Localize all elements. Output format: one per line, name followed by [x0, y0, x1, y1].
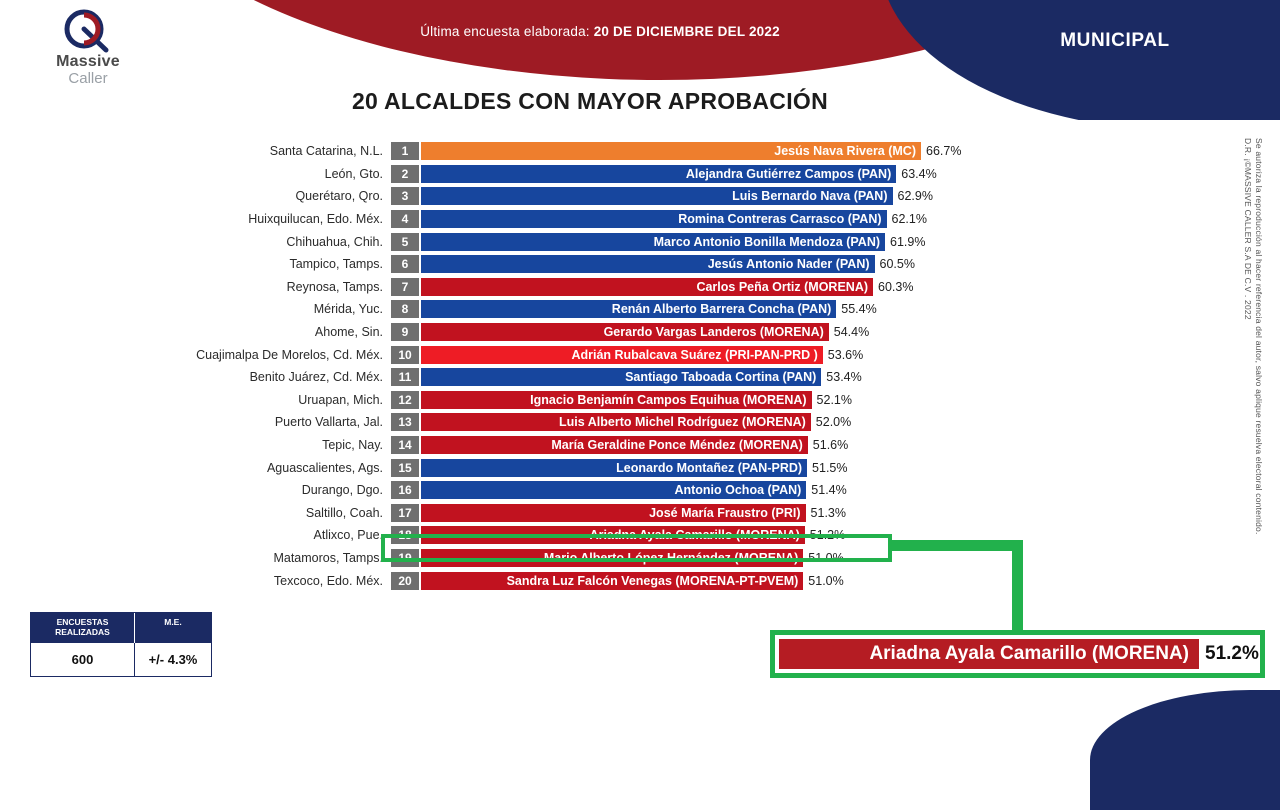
- row-value-label: 51.4%: [811, 483, 847, 498]
- callout-connector-horizontal: [888, 540, 1018, 551]
- row-value-label: 53.6%: [827, 347, 864, 362]
- row-rank-badge: 12: [391, 391, 419, 409]
- chart-row: [0, 479, 1180, 502]
- methodology-table: [30, 612, 212, 677]
- row-place-label: Cuajimalpa De Morelos, Cd. Méx.: [196, 347, 383, 362]
- chart-row: [0, 163, 1180, 186]
- row-rank-badge: 15: [391, 459, 419, 477]
- row-bar: Antonio Ochoa (PAN): [421, 481, 806, 499]
- chart-row: [0, 569, 1180, 592]
- row-place-label: Benito Juárez, Cd. Méx.: [249, 370, 383, 385]
- row-bar: Luis Bernardo Nava (PAN): [421, 187, 893, 205]
- chart-row: [0, 456, 1180, 479]
- row-value-label: 51.0%: [808, 573, 844, 588]
- methodology-table-header: [31, 613, 211, 643]
- row-rank-badge: 20: [391, 572, 419, 590]
- row-rank-badge: 2: [391, 165, 419, 183]
- row-rank-badge: 1: [391, 142, 419, 160]
- chart-row: [0, 434, 1180, 457]
- header-margin-error: M.E.: [164, 617, 182, 627]
- callout-value: 51.2%: [1205, 643, 1259, 664]
- logo-icon: [60, 8, 116, 54]
- row-place-label: Tepic, Nay.: [322, 438, 383, 453]
- scope-label: MUNICIPAL: [1060, 30, 1170, 51]
- row-value-label: 62.1%: [891, 212, 927, 227]
- row-place-label: Saltillo, Coah.: [305, 505, 383, 520]
- row-bar: Santiago Taboada Cortina (PAN): [421, 368, 821, 386]
- row-bar: Gerardo Vargas Landeros (MORENA): [421, 323, 829, 341]
- row-place-label: Reynosa, Tamps.: [286, 279, 383, 294]
- row-value-label: 66.7%: [926, 144, 962, 159]
- row-value-label: 60.3%: [878, 279, 914, 294]
- copyright-notes: [1244, 138, 1270, 608]
- row-value-label: 51.0%: [808, 550, 844, 565]
- row-place-label: Tampico, Tamps.: [289, 257, 383, 272]
- row-place-label: León, Gto.: [324, 166, 383, 181]
- row-place-label: Aguascalientes, Ags.: [266, 460, 383, 475]
- approval-bar-chart: [0, 140, 1180, 592]
- row-bar: Ignacio Benjamín Campos Equihua (MORENA): [421, 391, 812, 409]
- row-place-label: Huixquilucan, Edo. Méx.: [248, 212, 383, 227]
- page-title: 20 ALCALDES CON MAYOR APROBACIÓN: [351, 88, 829, 114]
- row-rank-badge: 11: [391, 368, 419, 386]
- row-bar: Mario Alberto López Hernández (MORENA): [421, 549, 803, 567]
- row-rank-badge: 14: [391, 436, 419, 454]
- row-bar: Leonardo Montañez (PAN-PRD): [421, 459, 807, 477]
- chart-row: [0, 321, 1180, 344]
- footer-blue-shape: [1090, 690, 1280, 810]
- row-rank-badge: 7: [391, 278, 419, 296]
- row-rank-badge: 19: [391, 549, 419, 567]
- row-value-label: 62.9%: [897, 189, 933, 204]
- chart-row: [0, 298, 1180, 321]
- row-rank-badge: 17: [391, 504, 419, 522]
- row-bar: Sandra Luz Falcón Venegas (MORENA-PT-PVEM): [421, 572, 803, 590]
- logo-line2: Caller: [68, 69, 108, 87]
- row-bar: Alejandra Gutiérrez Campos (PAN): [421, 165, 896, 183]
- row-rank-badge: 5: [391, 233, 419, 251]
- row-place-label: Texcoco, Edo. Méx.: [273, 573, 383, 588]
- value-margin-error: +/- 4.3%: [148, 651, 198, 667]
- row-value-label: 55.4%: [841, 302, 877, 317]
- row-place-label: Uruapan, Mich.: [298, 392, 383, 407]
- methodology-table-body: [31, 643, 211, 676]
- callout-connector-vertical: [1012, 540, 1023, 635]
- callout-highlight: [770, 630, 1265, 678]
- row-rank-badge: 18: [391, 526, 419, 544]
- row-place-label: Durango, Dgo.: [301, 483, 383, 498]
- chart-row: [0, 140, 1180, 163]
- row-rank-badge: 8: [391, 300, 419, 318]
- row-place-label: Mérida, Yuc.: [313, 302, 383, 317]
- row-place-label: Chihuahua, Chih.: [286, 234, 383, 249]
- survey-date: [340, 24, 860, 39]
- row-rank-badge: 9: [391, 323, 419, 341]
- row-rank-badge: 4: [391, 210, 419, 228]
- chart-row: [0, 253, 1180, 276]
- row-value-label: 52.1%: [816, 392, 852, 407]
- row-bar: Romina Contreras Carrasco (PAN): [421, 210, 887, 228]
- row-value-label: 52.0%: [815, 415, 852, 430]
- row-bar: Adrián Rubalcava Suárez (PRI-PAN-PRD ): [421, 346, 823, 364]
- row-bar: Jesús Antonio Nader (PAN): [421, 255, 875, 273]
- chart-row: [0, 276, 1180, 299]
- row-rank-badge: 13: [391, 413, 419, 431]
- row-value-label: 63.4%: [901, 166, 937, 181]
- row-value-label: 51.6%: [812, 438, 849, 453]
- row-value-label: 53.4%: [826, 370, 862, 385]
- row-place-label: Santa Catarina, N.L.: [269, 144, 383, 159]
- row-bar: Marco Antonio Bonilla Mendoza (PAN): [421, 233, 885, 251]
- survey-date-value: 20 DE DICIEMBRE DEL 2022: [593, 24, 780, 39]
- value-surveys: 600: [31, 643, 135, 676]
- row-place-label: Matamoros, Tamps.: [273, 550, 383, 565]
- row-bar: José María Fraustro (PRI): [421, 504, 806, 522]
- row-place-label: Querétaro, Qro.: [295, 189, 383, 204]
- row-place-label: Atlixco, Pue.: [313, 528, 383, 543]
- row-value-label: 61.9%: [890, 234, 926, 249]
- massive-caller-logo: [28, 8, 148, 98]
- survey-date-label: Última encuesta elaborada:: [420, 24, 590, 39]
- callout-name: Ariadna Ayala Camarillo (MORENA): [779, 639, 1199, 669]
- logo-line1: Massive: [56, 53, 120, 70]
- chart-row: [0, 502, 1180, 525]
- row-place-label: Ahome, Sin.: [314, 325, 383, 340]
- chart-row: [0, 185, 1180, 208]
- row-rank-badge: 10: [391, 346, 419, 364]
- chart-row: [0, 366, 1180, 389]
- header-surveys: ENCUESTAS REALIZADAS: [31, 613, 135, 643]
- row-value-label: 60.5%: [879, 257, 915, 272]
- copyright-note-1: Se autoriza la reproducción al hacer referencia del autor, salvo aplique resuelva electoral contenido.: [1254, 138, 1264, 535]
- row-bar: Carlos Peña Ortiz (MORENA): [421, 278, 873, 296]
- chart-row: [0, 389, 1180, 412]
- row-bar: Jesús Nava Rivera (MC): [421, 142, 921, 160]
- row-value-label: 51.2%: [809, 528, 846, 543]
- highlight-box-row-18: [381, 534, 892, 562]
- copyright-note-2: D.R. ¡©MASSIVE CALLER S.A DE C.V . 2022: [1243, 138, 1253, 320]
- chart-row: [0, 208, 1180, 231]
- row-value-label: 51.5%: [812, 460, 848, 475]
- chart-row: [0, 343, 1180, 366]
- row-bar: Renán Alberto Barrera Concha (PAN): [421, 300, 836, 318]
- chart-row: [0, 230, 1180, 253]
- row-rank-badge: 16: [391, 481, 419, 499]
- row-bar: María Geraldine Ponce Méndez (MORENA): [421, 436, 808, 454]
- chart-row: [0, 411, 1180, 434]
- row-place-label: Puerto Vallarta, Jal.: [274, 415, 383, 430]
- row-value-label: 54.4%: [833, 325, 870, 340]
- row-rank-badge: 6: [391, 255, 419, 273]
- row-value-label: 51.3%: [810, 505, 846, 520]
- row-bar: Ariadna Ayala Camarillo (MORENA): [421, 526, 805, 544]
- row-rank-badge: 3: [391, 187, 419, 205]
- row-bar: Luis Alberto Michel Rodríguez (MORENA): [421, 413, 811, 431]
